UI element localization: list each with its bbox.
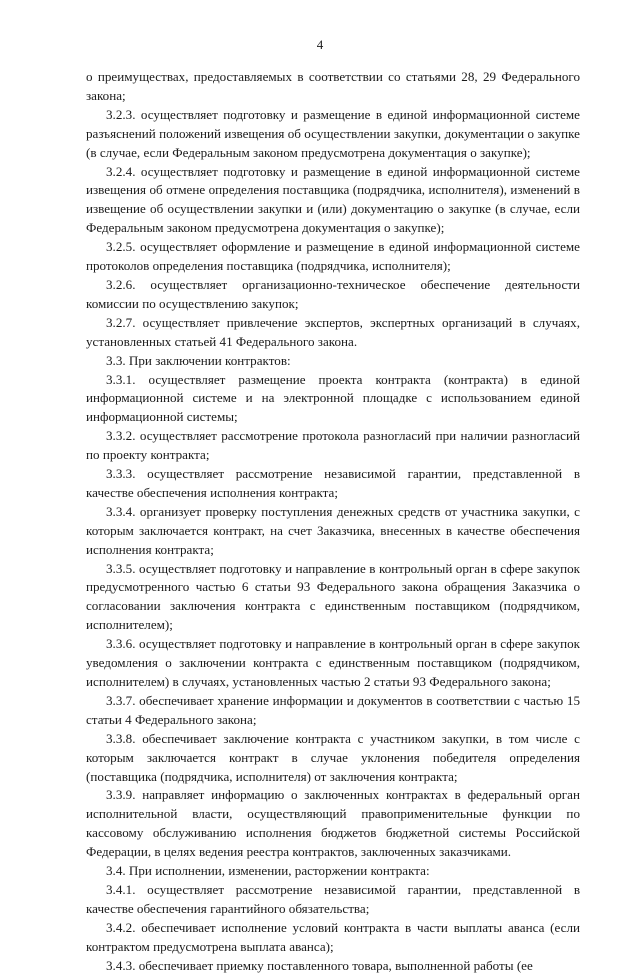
paragraph-3-4-3: 3.4.3. обеспечивает приемку поставленного товара, выполненной работы (ее — [106, 957, 533, 973]
paragraph-3-3-5: 3.3.5. осуществляет подготовку и направление в контрольный орган в сфере закупок предусмотренного частью 6 статьи 93 Федерального закона обращения Заказчика о согласовании заключения контракта с единственным поставщиком (подрядчиком, исполнителем); — [86, 560, 580, 633]
paragraph-3-3-6: 3.3.6. осуществляет подготовку и направление в контрольный орган в сфере закупок уведомления о заключении контракта с единственным поставщиком (подрядчиком, исполнителем) в случаях, установленных частью 2 статьи 93 Федерального закона; — [86, 636, 580, 689]
paragraph-3-2-3: 3.2.3. осуществляет подготовку и размещение в единой информационной системе разъяснений положений извещения об осуществлении закупки, документации о закупке (в случае, если Федеральным законом предусмотрена документация о закупке); — [86, 106, 580, 160]
section-heading-3-4: 3.4. При исполнении, изменении, расторжении контракта: — [106, 863, 430, 879]
paragraph-3-4-2: 3.4.2. обеспечивает исполнение условий контракта в части выплаты аванса (если контрактом предусмотрена выплата аванса); — [86, 919, 580, 954]
paragraph-3-3-9: 3.3.9. направляет информацию о заключенных контрактах в федеральный орган исполнительной власти, осуществляющий правоприменительные функции по кассовому обслуживанию исполнения бюджетов бюджетной системы Российской Федерации, в целях ведения реестра контрактов, заключенных заказчиками. — [86, 787, 580, 860]
paragraph-3-3-4: 3.3.4. организует проверку поступления денежных средств от участника закупки, с которым заключается контракт, на счет Заказчика, внесенных в качестве обеспечения исполнения контракта; — [86, 503, 580, 557]
paragraph-3-3-8: 3.3.8. обеспечивает заключение контракта с участником закупки, в том числе с которым заключается контракт в случае уклонения победителя определения (поставщика (подрядчика, исполнителя) от заключения контракта; — [86, 730, 580, 784]
paragraph-3-3-7: 3.3.7. обеспечивает хранение информации и документов в соответствии с частью 15 статьи 4 Федерального закона; — [86, 692, 580, 727]
paragraph-3-3-3: 3.3.3. осуществляет рассмотрение независимой гарантии, представленной в качестве обеспечения исполнения контракта; — [86, 466, 580, 500]
paragraph-continuation: о преимуществах, предоставляемых в соответствии со статьями 28, 29 Федерального закона; — [86, 69, 580, 103]
paragraph-3-2-4: 3.2.4. осуществляет подготовку и размещение в единой информационной системе извещения об отмене определения поставщика (подрядчика, исполнителя), изменений в извещение об осуществлении закупки и (или) документацию о закупке (в случае, если Федеральным законом предусмотрена документация о закупке); — [86, 163, 580, 236]
paragraph-3-4-1: 3.4.1. осуществляет рассмотрение независимой гарантии, представленной в качестве обеспечения гарантийного обязательства; — [86, 881, 580, 916]
paragraph-3-3-2: 3.3.2. осуществляет рассмотрение протокола разногласий при наличии разногласий по проекту контракта; — [86, 428, 580, 463]
paragraph-3-2-7: 3.2.7. осуществляет привлечение экспертов, экспертных организаций в случаях, установленных статьей 41 Федерального закона. — [86, 314, 580, 349]
document-body — [86, 68, 580, 976]
section-heading-3-3: 3.3. При заключении контрактов: — [106, 352, 291, 368]
page-number: 4 — [316, 37, 324, 52]
paragraph-3-2-5: 3.2.5. осуществляет оформление и размещение в единой информационной системе протоколов определения поставщика (подрядчика, исполнителя); — [86, 239, 580, 274]
paragraph-3-2-6: 3.2.6. осуществляет организационно-техническое обеспечение деятельности комиссии по осуществлению закупок; — [86, 276, 580, 311]
paragraph-3-3-1: 3.3.1. осуществляет размещение проекта контракта (контракта) в единой информационной системе и на электронной площадке с использованием единой информационной системы; — [86, 371, 580, 425]
